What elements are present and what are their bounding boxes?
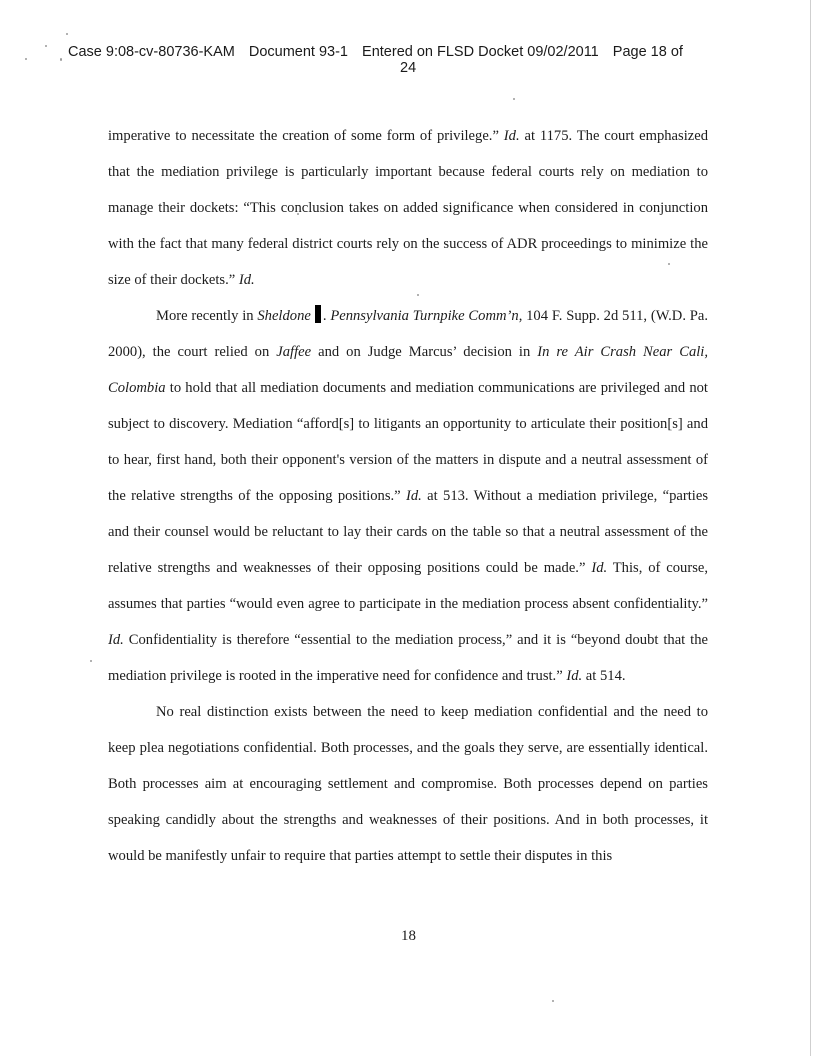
case-name: Pennsylvania Turnpike Comm’n	[330, 308, 519, 324]
text-run: , 104 F. Supp. 2d 511, (W.D. Pa. 2000), the court relied on	[108, 308, 709, 360]
page-of-label: Page 18 of	[612, 44, 683, 60]
text-run: and on Judge Marcus’ decision in	[311, 344, 538, 360]
citation-id: Id.	[566, 668, 583, 684]
case-name: Jaffee	[276, 344, 312, 360]
scan-edge-line	[810, 0, 811, 1056]
text-run: Confidentiality is therefore “essential to the mediation process,” and it is “beyond doubt that the mediation privilege is rooted in the imperative need for confidence and trust.”	[108, 632, 708, 684]
case-name: In re Air Crash Near Cali, Colombia	[108, 344, 709, 396]
citation-id: Id.	[238, 272, 255, 288]
citation-id: Id.	[591, 560, 608, 576]
document-number: Document 93-1	[248, 44, 348, 60]
text-run: at 513. Without a mediation privilege, “parties and their counsel would be reluctant to lay their cards on the table so that a neutral assessment of the relative strengths and weaknesses of their opposing positions could be made.”	[108, 488, 709, 576]
text-run: More recently in	[156, 308, 258, 324]
case-name: Sheldone	[257, 308, 311, 324]
redaction-mark	[315, 305, 321, 323]
citation-id: Id.	[108, 632, 124, 648]
text-run: No real distinction exists between the need to keep mediation confidential and the need to keep plea negotiations confidential. Both processes, and the goals they serve, are essentially identical. Both processes aim at encouraging settlement and compromise. Both processes depend on parties speaking candidly about the strengths and weaknesses of their positions. And in both processes, it would be manifestly unfair to require that parties attempt to settle their disputes in this	[108, 704, 708, 864]
body-text	[108, 118, 708, 874]
text-run: to hold that all mediation documents and mediation communications are privileged and not subject to discovery. Mediation “afford[s] to litigants an opportunity to articulate their position[s] and to hear, first hand, both their opponent's version of the matters in dispute and a neutral assessment of the relative strengths of the opposing positions.”	[108, 380, 708, 504]
case-number: Case 9:08-cv-80736-KAM	[68, 44, 235, 60]
paragraph-1	[108, 118, 708, 298]
text-run: This, of course, assumes that parties “would even agree to participate in the mediation process absent confidentiality.”	[108, 560, 708, 612]
page-total: 24	[400, 60, 417, 76]
text-run: .	[322, 308, 331, 324]
citation-id: Id.	[503, 128, 520, 144]
page-number: 18	[401, 928, 416, 944]
docket-entry: Entered on FLSD Docket 09/02/2011	[362, 44, 599, 60]
paragraph-3	[108, 694, 708, 874]
paragraph-2	[108, 298, 708, 694]
text-run: imperative to necessitate the creation of some form of privilege.”	[108, 128, 504, 144]
text-run: at 1175. The court emphasized that the mediation privilege is particularly important because federal courts rely on mediation to manage their dockets: “This conclusion takes on added significance when considered in conjunction with the fact that many federal district courts rely on the success of ADR proceedings to minimize the size of their dockets.”	[108, 128, 708, 288]
text-run: at 514.	[582, 668, 626, 684]
citation-id: Id.	[406, 488, 422, 504]
docket-header	[68, 44, 768, 76]
